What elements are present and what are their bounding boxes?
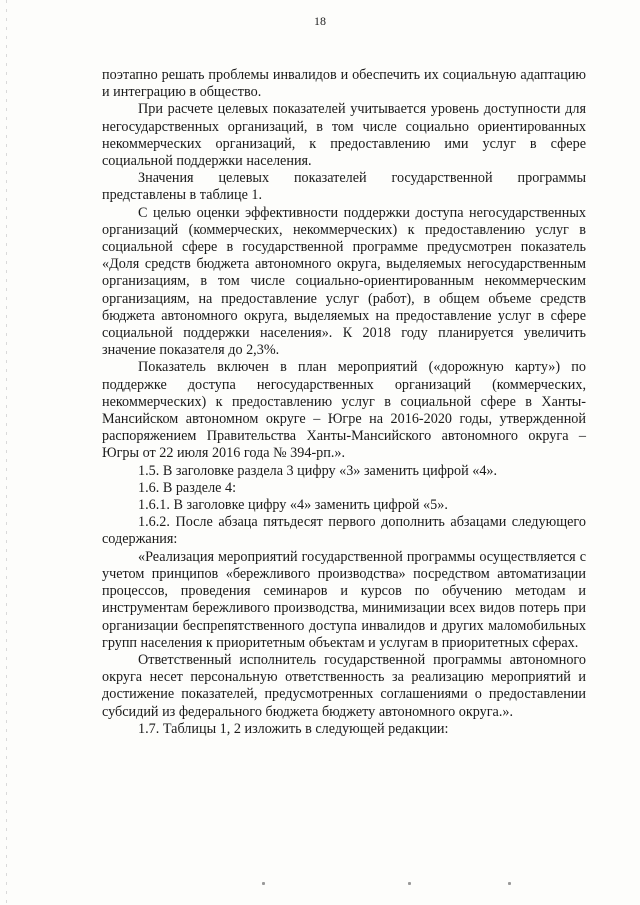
scan-edge xyxy=(6,0,7,905)
paragraph: поэтапно решать проблемы инвалидов и обеспечить их социальную адаптацию и интеграцию в общество. xyxy=(102,67,586,101)
paragraph: Ответственный исполнитель государственной программы автономного округа несет персональную ответственность за реализацию мероприятий и достижение показателей, предусмотренных соглашениями о предоставлении субсидий из федерального бюджета бюджету автономного округа.». xyxy=(102,651,586,720)
paragraph: Показатель включен в план мероприятий («дорожную карту») по поддержке доступа негосударственных организаций (коммерческих, некоммерческих) к предоставлению услуг в социальной сфере в Ханты-Мансийском автономном округе – Югре на 2016-2020 годы, утвержденной распоряжением Правительства Ханты-Мансийского автономного округа – Югры от 22 июля 2016 года № 394-рп.». xyxy=(102,359,586,462)
scan-speck xyxy=(408,882,411,885)
scan-speck xyxy=(508,882,511,885)
paragraph: С целью оценки эффективности поддержки доступа негосударственных организаций (коммерческих, некоммерческих) к предоставлению услуг в социальной сфере в государственной программе предусмотрен показатель «Доля средств бюджета автономного округа, выделяемых негосударственным организациям, в том числе социально-ориентированным некоммерческим организациям, на предоставление услуг (работ), в общем объеме средств бюджета автономного округа, выделяемых на предоставление услуг в сфере социальной поддержки населения». К 2018 году планируется увеличить значение показателя до 2,3%. xyxy=(102,204,586,359)
paragraph: «Реализация мероприятий государственной программы осуществляется с учетом принципов «бережливого производства» посредством автоматизации процессов, проведения семинаров и курсов по обучению методам и инструментам бережливого производства, минимизации всех видов потерь при организации беспрепятственного доступа инвалидов и других маломобильных групп населения к приоритетным объектам и услугам в приоритетных сферах. xyxy=(102,548,586,651)
paragraph: 1.5. В заголовке раздела 3 цифру «3» заменить цифрой «4». xyxy=(138,462,498,479)
document-body xyxy=(102,67,586,738)
paragraph: 1.7. Таблицы 1, 2 изложить в следующей редакции: xyxy=(138,720,449,737)
page-number: 18 xyxy=(314,14,326,28)
paragraph: 1.6.1. В заголовке цифру «4» заменить цифрой «5». xyxy=(138,497,448,514)
paragraph: При расчете целевых показателей учитывается уровень доступности для негосударственных организаций, в том числе социально ориентированных некоммерческих организаций, к предоставлению ими услуг в сфере социальной поддержки населения. xyxy=(102,101,586,170)
paragraph: 1.6. В разделе 4: xyxy=(138,479,237,496)
paragraph: Значения целевых показателей государственной программы представлены в таблице 1. xyxy=(102,170,586,204)
scan-speck xyxy=(262,882,265,885)
paragraph: 1.6.2. После абзаца пятьдесят первого дополнить абзацами следующего содержания: xyxy=(102,514,586,548)
